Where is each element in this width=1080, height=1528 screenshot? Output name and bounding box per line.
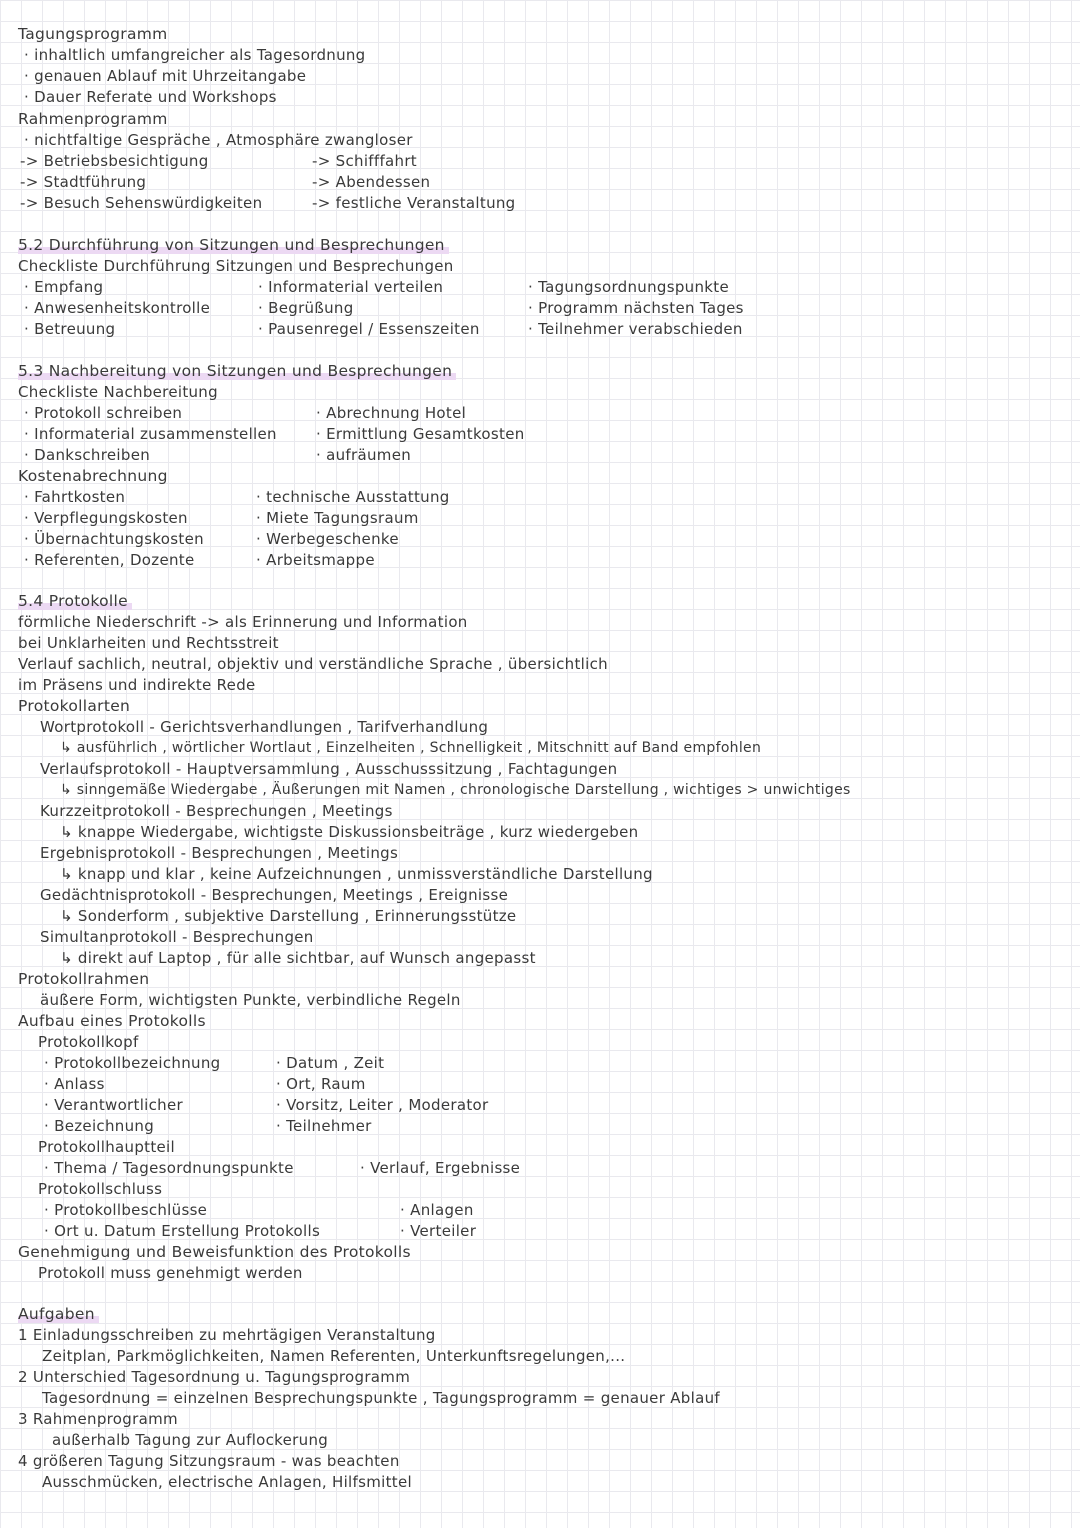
note-line: · Miete Tagungsraum [256,509,419,527]
note-line: · Vorsitz, Leiter , Moderator [276,1096,489,1114]
note-line: · Teilnehmer [276,1117,372,1135]
aufgaben-heading: Aufgaben [18,1304,99,1324]
note-line: · Thema / Tagesordnungspunkte [44,1159,294,1177]
note-line: Ergebnisprotokoll - Besprechungen , Meetings [40,844,399,862]
kostenabrechnung-heading: Kostenabrechnung [18,467,168,485]
note-line: · Ort, Raum [276,1075,366,1093]
note-line: äußere Form, wichtigsten Punkte, verbindliche Regeln [40,991,461,1009]
note-line: bei Unklarheiten und Rechtsstreit [18,634,279,652]
note-line: · Werbegeschenke [256,530,399,548]
note-line: ↳ ausführlich , wörtlicher Wortlaut , Einzelheiten , Schnelligkeit , Mitschnitt auf Band empfohlen [60,740,762,756]
note-line: 4 größeren Tagung Sitzungsraum - was beachten [18,1452,400,1470]
protokollhauptteil-heading: Protokollhauptteil [38,1138,175,1156]
note-line: 2 Unterschied Tagesordnung u. Tagungsprogramm [18,1368,411,1386]
note-line: förmliche Niederschrift -> als Erinnerung und Information [18,613,468,631]
note-line: -> Stadtführung [20,173,147,191]
note-line: · Bezeichnung [44,1117,155,1135]
section-5-2-heading: 5.2 Durchführung von Sitzungen und Besprechungen [18,235,449,255]
note-line: · Verlauf, Ergebnisse [360,1159,521,1177]
note-line: Verlauf sachlich, neutral, objektiv und verständliche Sprache , übersichtlich [18,655,608,673]
protokollschluss-heading: Protokollschluss [38,1180,163,1198]
note-line: -> Besuch Sehenswürdigkeiten [20,194,263,212]
note-line: · Anwesenheitskontrolle [24,299,211,317]
note-line: · Verantwortlicher [44,1096,183,1114]
note-line: 3 Rahmenprogramm [18,1410,178,1428]
note-line: · technische Ausstattung [256,488,450,506]
note-line: -> Schifffahrt [312,152,417,170]
note-line: Protokoll muss genehmigt werden [38,1264,303,1282]
note-line: · Empfang [24,278,104,296]
note-line: · Ermittlung Gesamtkosten [316,425,525,443]
rahmenprogramm-heading: Rahmenprogramm [18,110,168,128]
checklist-nachbereitung-title: Checkliste Nachbereitung [18,383,218,401]
note-line: Gedächtnisprotokoll - Besprechungen, Meetings , Ereignisse [40,886,509,904]
note-line: · Pausenregel / Essenszeiten [258,320,480,338]
note-line: Wortprotokoll - Gerichtsverhandlungen , Tarifverhandlung [40,718,489,736]
note-line: · Anlagen [400,1201,474,1219]
note-line: im Präsens und indirekte Rede [18,676,256,694]
note-line: -> Betriebsbesichtigung [20,152,209,170]
note-line: -> festliche Veranstaltung [312,194,516,212]
note-line: · Protokollbeschlüsse [44,1201,208,1219]
note-line: ↳ Sonderform , subjektive Darstellung , Erinnerungsstütze [60,907,517,925]
section-5-4-heading: 5.4 Protokolle [18,591,132,611]
protokollkopf-heading: Protokollkopf [38,1033,139,1051]
checklist-durchfuehrung-title: Checkliste Durchführung Sitzungen und Besprechungen [18,257,454,275]
note-line: · Fahrtkosten [24,488,126,506]
note-line: · Protokollbezeichnung [44,1054,221,1072]
tagungsprogramm-heading: Tagungsprogramm [18,25,168,43]
note-line: · Arbeitsmappe [256,551,375,569]
note-line: · Abrechnung Hotel [316,404,467,422]
note-line: · Tagungsordnungspunkte [528,278,729,296]
note-line: · Übernachtungskosten [24,530,204,548]
note-line: · Referenten, Dozente [24,551,195,569]
note-line: Tagesordnung = einzelnen Besprechungspunkte , Tagungsprogramm = genauer Ablauf [42,1389,720,1407]
note-line: ↳ direkt auf Laptop , für alle sichtbar, auf Wunsch angepasst [60,949,536,967]
note-line: · Verteiler [400,1222,477,1240]
note-line: · Dauer Referate und Workshops [24,88,277,106]
note-line: · Ort u. Datum Erstellung Protokolls [44,1222,321,1240]
note-line: Kurzzeitprotokoll - Besprechungen , Meetings [40,802,393,820]
note-line: 1 Einladungsschreiben zu mehrtägigen Veranstaltung [18,1326,436,1344]
note-line: · Dankschreiben [24,446,151,464]
note-line: · inhaltlich umfangreicher als Tagesordnung [24,46,366,64]
note-line: · nichtfaltige Gespräche , Atmosphäre zwangloser [24,131,413,149]
note-line: · Betreuung [24,320,116,338]
note-line: außerhalb Tagung zur Auflockerung [52,1431,329,1449]
protokollrahmen-heading: Protokollrahmen [18,970,150,988]
note-line: · Datum , Zeit [276,1054,385,1072]
note-line: Simultanprotokoll - Besprechungen [40,928,314,946]
note-line: ↳ sinngemäße Wiedergabe , Äußerungen mit Namen , chronologische Darstellung , wichtiges > unwichtiges [60,782,851,798]
note-line: · Programm nächsten Tages [528,299,744,317]
note-line: · Informaterial verteilen [258,278,444,296]
section-5-3-heading: 5.3 Nachbereitung von Sitzungen und Besprechungen [18,361,456,381]
note-line: · genauen Ablauf mit Uhrzeitangabe [24,67,307,85]
genehmigung-heading: Genehmigung und Beweisfunktion des Protokolls [18,1243,411,1261]
note-line: · Verpflegungskosten [24,509,188,527]
note-line: · Anlass [44,1075,105,1093]
note-line: ↳ knappe Wiedergabe, wichtigste Diskussionsbeiträge , kurz wiedergeben [60,823,639,841]
protokollarten-heading: Protokollarten [18,697,131,715]
note-line: Zeitplan, Parkmöglichkeiten, Namen Referenten, Unterkunftsregelungen,... [42,1347,626,1365]
aufbau-heading: Aufbau eines Protokolls [18,1012,206,1030]
note-line: · Informaterial zusammenstellen [24,425,277,443]
note-line: Ausschmücken, electrische Anlagen, Hilfsmittel [42,1473,412,1491]
note-line: · aufräumen [316,446,412,464]
note-line: · Begrüßung [258,299,354,317]
note-line: Verlaufsprotokoll - Hauptversammlung , Ausschusssitzung , Fachtagungen [40,760,618,778]
note-line: -> Abendessen [312,173,431,191]
note-line: ↳ knapp und klar , keine Aufzeichnungen , unmissverständliche Darstellung [60,865,653,883]
note-line: · Protokoll schreiben [24,404,183,422]
note-line: · Teilnehmer verabschieden [528,320,743,338]
